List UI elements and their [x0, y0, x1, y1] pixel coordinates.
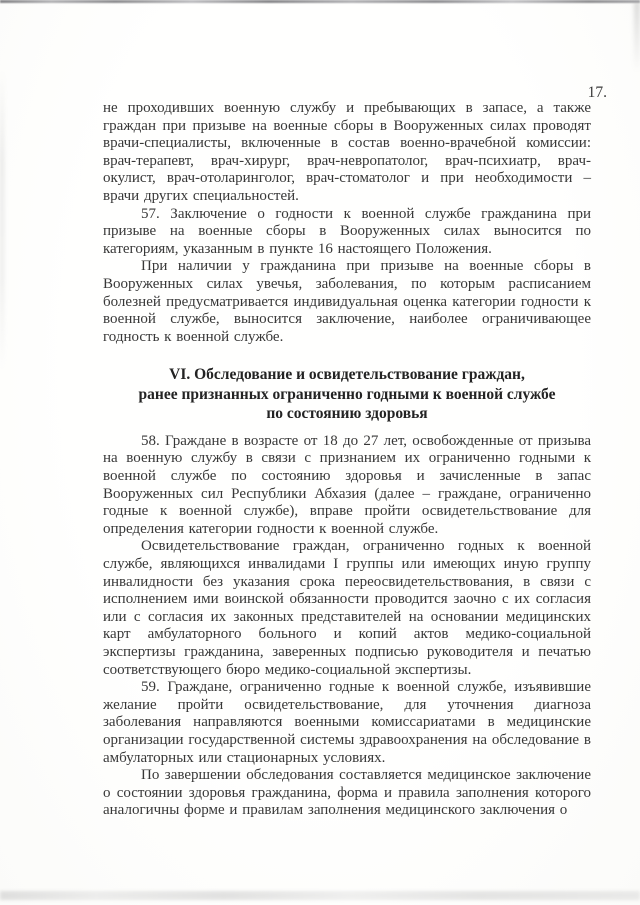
section-heading-line-2: ранее признанных ограниченно годными к военной службе: [138, 385, 556, 403]
paragraph-continuation: не проходивших военную службу и пребывающих в запасе, а также граждан при призыве на военные сборы в Вооруженных силах проводят врачи-специалисты, включенные в состав военно-врачебной комиссии: врач-терапевт, врач-хирург, врач-невропатолог, врач-психиатр, врач-окулист, врач-отоларинголог, врач-стоматолог и при необходимости – врачи других специальностей.: [103, 100, 591, 204]
section-heading-line-1: VI. Обследование и освидетельствование граждан,: [169, 366, 525, 384]
paragraph-59: 59. Граждане, ограниченно годные к военной службе, изъявившие желание пройти освидетельствование, для уточнения диагноза заболевания направляются военными комиссариатами в медицинские организации государственной системы здравоохранения на обследование в амбулаторных или стационарных условиях.: [103, 679, 591, 766]
paragraph-59-note: По завершении обследования составляется медицинское заключение о состоянии здоровья гражданина, форма и правила заполнения которого аналогичны форме и правилам заполнения медицинского заключения о: [103, 767, 591, 819]
document-body: [103, 100, 591, 820]
scan-artifact-bottom-edge: [0, 891, 640, 900]
scan-artifact-top-edge: [0, 0, 640, 3]
scan-artifact-right-corner: [634, 2, 640, 72]
paragraph-57: 57. Заключение о годности к военной службе гражданина при призыве на военные сборы в Вооруженных силах выносится по категориям, указанным в пункте 16 настоящего Положения.: [103, 205, 591, 257]
scan-artifact-left-edge: [0, 70, 4, 370]
section-heading-line-3: по состоянию здоровья: [266, 405, 428, 423]
section-heading-vi: [103, 365, 591, 424]
paragraph-58-note: Освидетельствование граждан, ограниченно годных к военной службе, являющихся инвалидами I группы или имеющих иную группу инвалидности без указания срока переосвидетельствования, в связи с исполнением ими воинской обязанности проводится заочно с их согласия или с согласия их законных представителей на основании медицинских карт амбулаторного больного и копий актов медико-социальной экспертизы гражданина, заверенных подписью руководителя и печатью соответствующего бюро медико-социальной экспертизы.: [103, 538, 591, 678]
paragraph-58: 58. Граждане в возрасте от 18 до 27 лет, освобожденные от призыва на военную службу в связи с признанием их ограниченно годными к военной службе по состоянию здоровья и зачисленные в запас Вооруженных сил Республики Абхазия (далее – граждане, ограниченно годные к военной службе), вправе пройти освидетельствование для определения категории годности к военной службе.: [103, 432, 591, 537]
paragraph-57-note: При наличии у гражданина при призыве на военные сборы в Вооруженных силах увечья, заболевания, по которым расписанием болезней предусматривается индивидуальная оценка категории годности к военной службе, выносится заключение, наиболее ограничивающее годность к военной службе.: [103, 258, 591, 345]
page-number: 17.: [587, 84, 607, 101]
